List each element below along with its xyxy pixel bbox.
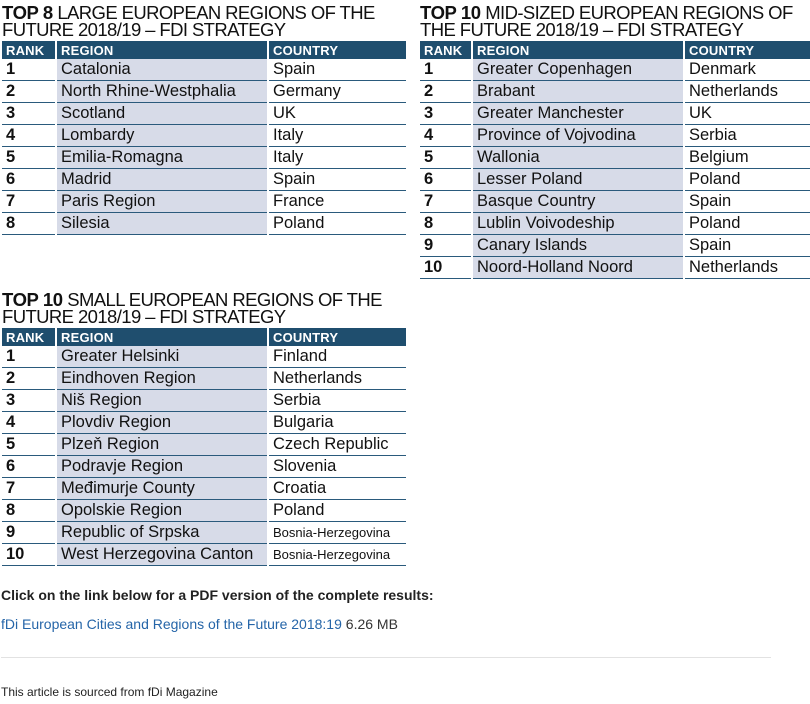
- mid-sized-regions-table: [420, 41, 810, 279]
- country-cell: Poland: [268, 500, 406, 522]
- country-cell: Bosnia-Herzegovina: [268, 544, 406, 566]
- region-cell: Lublin Voivodeship: [472, 213, 684, 235]
- region-cell: North Rhine-Westphalia: [56, 81, 268, 103]
- small-regions-title: TOP 10 SMALL EUROPEAN REGIONS OF THE FUTURE 2018/19 – FDI STRATEGY: [2, 289, 382, 327]
- table-row: [2, 213, 406, 235]
- country-cell: Spain: [268, 59, 406, 81]
- rank-header: RANK: [2, 41, 56, 59]
- country-cell: Serbia: [684, 125, 810, 147]
- region-cell: Wallonia: [472, 147, 684, 169]
- table-row: [2, 390, 406, 412]
- rank-cell: 1: [2, 59, 56, 81]
- region-cell: Noord-Holland Noord: [472, 257, 684, 279]
- rank-cell: 1: [2, 346, 56, 368]
- country-cell: Serbia: [268, 390, 406, 412]
- country-cell: Finland: [268, 346, 406, 368]
- rank-cell: 8: [2, 213, 56, 235]
- rank-cell: 6: [2, 169, 56, 191]
- rank-cell: 5: [2, 147, 56, 169]
- table-row: [420, 213, 810, 235]
- rank-cell: 2: [420, 81, 472, 103]
- table-row: [2, 125, 406, 147]
- country-cell: Spain: [268, 169, 406, 191]
- pdf-download-link[interactable]: fDi European Cities and Regions of the Future 2018:19: [1, 616, 342, 632]
- country-header: COUNTRY: [268, 41, 406, 59]
- country-cell: Bulgaria: [268, 412, 406, 434]
- region-cell: Canary Islands: [472, 235, 684, 257]
- table-row: [420, 103, 810, 125]
- rank-cell: 4: [420, 125, 472, 147]
- country-cell: Czech Republic: [268, 434, 406, 456]
- rank-cell: 9: [420, 235, 472, 257]
- table-header-row: [420, 41, 810, 59]
- mid-sized-regions-table-block: [420, 4, 810, 279]
- small-regions-table: [2, 328, 406, 566]
- rank-cell: 3: [420, 103, 472, 125]
- table-row: [2, 191, 406, 213]
- country-cell: Netherlands: [684, 81, 810, 103]
- rank-header: RANK: [2, 328, 56, 346]
- large-regions-table-block: [2, 4, 406, 235]
- country-cell: Denmark: [684, 59, 810, 81]
- region-cell: Lombardy: [56, 125, 268, 147]
- table-row: [2, 500, 406, 522]
- region-cell: Opolskie Region: [56, 500, 268, 522]
- country-cell: Spain: [684, 191, 810, 213]
- country-cell: Poland: [684, 169, 810, 191]
- rank-cell: 8: [2, 500, 56, 522]
- region-cell: Silesia: [56, 213, 268, 235]
- table-row: [420, 59, 810, 81]
- rank-cell: 7: [2, 478, 56, 500]
- divider: [1, 657, 771, 658]
- rank-cell: 6: [2, 456, 56, 478]
- source-attribution: This article is sourced from fDi Magazine: [1, 685, 218, 699]
- table-row: [420, 257, 810, 279]
- country-cell: Italy: [268, 125, 406, 147]
- country-cell: Netherlands: [684, 257, 810, 279]
- large-regions-title: TOP 8 LARGE EUROPEAN REGIONS OF THE FUTURE 2018/19 – FDI STRATEGY: [2, 2, 375, 40]
- region-cell: Scotland: [56, 103, 268, 125]
- country-cell: Croatia: [268, 478, 406, 500]
- table-row: [420, 125, 810, 147]
- region-cell: Greater Copenhagen: [472, 59, 684, 81]
- rank-cell: 6: [420, 169, 472, 191]
- table-row: [420, 235, 810, 257]
- table-row: [420, 191, 810, 213]
- region-cell: Međimurje County: [56, 478, 268, 500]
- country-cell: Slovenia: [268, 456, 406, 478]
- country-cell: Netherlands: [268, 368, 406, 390]
- country-cell: UK: [684, 103, 810, 125]
- table-row: [2, 412, 406, 434]
- table-header-row: [2, 328, 406, 346]
- pdf-link-note: Click on the link below for a PDF version of the complete results:: [1, 587, 434, 603]
- rank-cell: 5: [420, 147, 472, 169]
- rank-cell: 1: [420, 59, 472, 81]
- small-regions-table-block: [2, 291, 406, 566]
- rank-cell: 3: [2, 103, 56, 125]
- table-row: [2, 169, 406, 191]
- table-header-row: [2, 41, 406, 59]
- region-cell: Greater Manchester: [472, 103, 684, 125]
- country-header: COUNTRY: [268, 328, 406, 346]
- region-cell: Basque Country: [472, 191, 684, 213]
- rank-cell: 4: [2, 125, 56, 147]
- table-row: [2, 103, 406, 125]
- region-cell: Madrid: [56, 169, 268, 191]
- region-cell: Niš Region: [56, 390, 268, 412]
- region-cell: Lesser Poland: [472, 169, 684, 191]
- region-cell: Plovdiv Region: [56, 412, 268, 434]
- region-cell: Republic of Srpska: [56, 522, 268, 544]
- country-cell: Spain: [684, 235, 810, 257]
- rank-cell: 2: [2, 368, 56, 390]
- table-row: [2, 456, 406, 478]
- pdf-file-size: 6.26 MB: [345, 616, 398, 632]
- region-header: REGION: [56, 328, 268, 346]
- rank-cell: 7: [420, 191, 472, 213]
- table-row: [420, 169, 810, 191]
- country-cell: Bosnia-Herzegovina: [268, 522, 406, 544]
- pdf-download-line: [1, 616, 398, 632]
- region-cell: Plzeň Region: [56, 434, 268, 456]
- country-cell: Poland: [684, 213, 810, 235]
- region-cell: Podravje Region: [56, 456, 268, 478]
- table-row: [2, 147, 406, 169]
- country-cell: Belgium: [684, 147, 810, 169]
- table-row: [2, 522, 406, 544]
- table-row: [2, 544, 406, 566]
- country-cell: Poland: [268, 213, 406, 235]
- region-header: REGION: [472, 41, 684, 59]
- rank-cell: 9: [2, 522, 56, 544]
- rank-header: RANK: [420, 41, 472, 59]
- country-cell: Germany: [268, 81, 406, 103]
- region-cell: Brabant: [472, 81, 684, 103]
- rank-cell: 3: [2, 390, 56, 412]
- table-row: [420, 147, 810, 169]
- region-cell: Greater Helsinki: [56, 346, 268, 368]
- country-cell: Italy: [268, 147, 406, 169]
- mid-sized-regions-title: TOP 10 MID-SIZED EUROPEAN REGIONS OF THE FUTURE 2018/19 – FDI STRATEGY: [420, 2, 793, 40]
- table-row: [420, 81, 810, 103]
- table-row: [2, 81, 406, 103]
- table-row: [2, 434, 406, 456]
- rank-cell: 5: [2, 434, 56, 456]
- region-cell: Catalonia: [56, 59, 268, 81]
- rank-cell: 7: [2, 191, 56, 213]
- rank-cell: 4: [2, 412, 56, 434]
- region-cell: West Herzegovina Canton: [56, 544, 268, 566]
- region-header: REGION: [56, 41, 268, 59]
- rank-cell: 8: [420, 213, 472, 235]
- rank-cell: 10: [420, 257, 472, 279]
- region-cell: Province of Vojvodina: [472, 125, 684, 147]
- table-row: [2, 368, 406, 390]
- region-cell: Emilia-Romagna: [56, 147, 268, 169]
- region-cell: Eindhoven Region: [56, 368, 268, 390]
- country-cell: France: [268, 191, 406, 213]
- table-row: [2, 59, 406, 81]
- region-cell: Paris Region: [56, 191, 268, 213]
- table-row: [2, 478, 406, 500]
- country-cell: UK: [268, 103, 406, 125]
- large-regions-table: [2, 41, 406, 235]
- rank-cell: 2: [2, 81, 56, 103]
- country-header: COUNTRY: [684, 41, 810, 59]
- rank-cell: 10: [2, 544, 56, 566]
- table-row: [2, 346, 406, 368]
